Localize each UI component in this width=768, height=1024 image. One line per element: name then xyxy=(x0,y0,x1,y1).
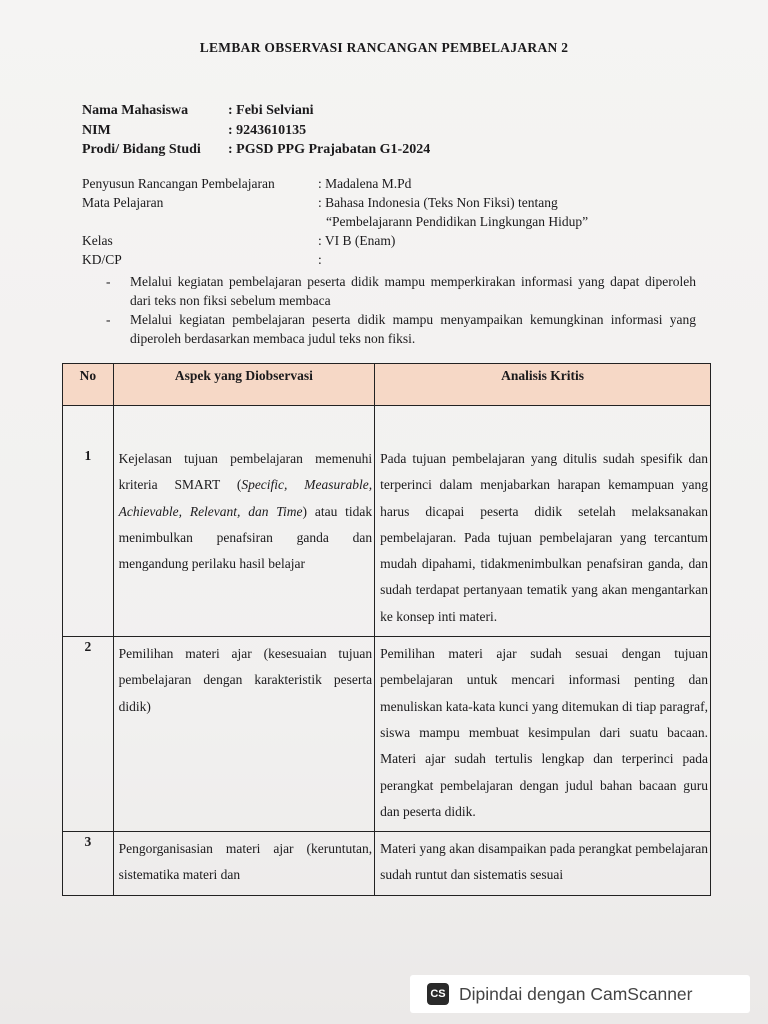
meta-value-line2: “Pembelajarann Pendidikan Lingkungan Hidup” xyxy=(326,214,589,229)
aspect-cell xyxy=(113,832,374,896)
observation-table xyxy=(62,363,711,896)
row-number: 1 xyxy=(63,406,114,637)
kd-item xyxy=(106,310,696,348)
analysis-cell xyxy=(375,637,711,832)
identity-value: : Febi Selviani xyxy=(228,103,314,118)
table-header-row xyxy=(63,364,711,406)
identity-row-prodi xyxy=(82,142,430,162)
aspect-text-pre: Kejelasan tujuan pembelajaran memenuhi kriteria SMART ( xyxy=(118,451,373,493)
header-analysis: Analisis Kritis xyxy=(375,364,711,406)
meta-row-kdcp xyxy=(82,250,698,269)
header-aspect: Aspek yang Diobservasi xyxy=(113,364,374,406)
document-title: LEMBAR OBSERVASI RANCANGAN PEMBELAJARAN 2 xyxy=(199,40,569,55)
aspect-text-post: ) atau tidak menimbulkan penafsiran ganda dan mengandung perilaku hasil belajar xyxy=(118,503,373,572)
kd-item xyxy=(106,272,696,310)
identity-row-name xyxy=(82,103,430,123)
table-row xyxy=(63,832,711,896)
header-no: No xyxy=(63,364,114,406)
analysis-text: Pemilihan materi ajar sudah sesuai dengan tujuan pembelajaran untuk mencari informasi penting dan menuliskan kata-kata kunci yang ditemukan di tiap paragraf, siswa mampu membuat kesimpulan dari suatu bacaan. Materi ajar sudah tertulis lengkap dan terperinci pada perangkat pembelajaran dengan judul bahan bacaan guru dan peserta didik. xyxy=(380,646,708,819)
camscanner-watermark xyxy=(410,975,750,1013)
meta-value: : VI B (Enam) xyxy=(318,233,396,248)
meta-row-author xyxy=(82,174,698,193)
camscanner-text: Dipindai dengan CamScanner xyxy=(459,983,693,1004)
identity-label: Nama Mahasiswa xyxy=(82,103,189,118)
lesson-meta xyxy=(82,174,698,269)
aspect-cell xyxy=(113,637,374,832)
identity-label: NIM xyxy=(82,122,111,138)
meta-label: KD/CP xyxy=(82,252,122,267)
meta-value: : xyxy=(318,252,322,267)
bullet-dash: - xyxy=(106,312,111,327)
row-number: 2 xyxy=(63,637,114,832)
aspect-text: Pemilihan materi ajar (kesesuaian tujuan pembelajaran dengan karakteristik peserta didik) xyxy=(118,646,373,714)
identity-row-nim xyxy=(82,123,430,143)
kd-list xyxy=(106,272,696,348)
table-row xyxy=(63,406,711,637)
meta-row-subject xyxy=(82,193,698,231)
meta-label: Kelas xyxy=(82,233,113,248)
analysis-cell xyxy=(375,406,711,637)
meta-value: : Madalena M.Pd xyxy=(318,176,412,191)
meta-value xyxy=(318,193,698,231)
meta-label: Mata Pelajaran xyxy=(82,195,164,210)
analysis-cell xyxy=(375,832,711,896)
meta-label: Penyusun Rancangan Pembelajaran xyxy=(82,176,275,191)
camscanner-logo-icon: CS xyxy=(427,983,449,1005)
meta-row-class xyxy=(82,231,698,250)
row-number: 3 xyxy=(63,832,114,896)
aspect-text xyxy=(114,406,374,583)
aspect-text: Pengorganisasian materi ajar (keruntutan, sistematika materi dan xyxy=(118,841,373,883)
aspect-text-italic: Specific, Measurable, Achievable, Relevant, dan Time xyxy=(118,477,373,519)
identity-value: : 9243610135 xyxy=(228,122,307,138)
student-identity xyxy=(82,103,430,162)
identity-value: : PGSD PPG Prajabatan G1-2024 xyxy=(228,142,431,157)
analysis-text: Materi yang akan disampaikan pada perangkat pembelajaran sudah runtut dan sistematis sesuai xyxy=(380,841,708,883)
identity-label: Prodi/ Bidang Studi xyxy=(82,142,201,157)
bullet-dash: - xyxy=(106,274,111,289)
analysis-text: Pada tujuan pembelajaran yang ditulis sudah spesifik dan terperinci dalam menjabarkan harapan kemampuan yang harus dicapai peserta didik setelah melaksanakan pembelajaran. Pada tujuan pembelajaran yang tercantum mudah dipahami, tidakmenimbulkan penafsiran ganda, dan sudah terdapat pertanyaan tematik yang akan mengantarkan ke konsep inti materi. xyxy=(380,451,708,624)
aspect-cell xyxy=(113,406,374,637)
kd-text: Melalui kegiatan pembelajaran peserta didik mampu memperkirakan informasi yang dapat diperoleh dari teks non fiksi sebelum membaca xyxy=(130,274,696,308)
kd-text: Melalui kegiatan pembelajaran peserta didik mampu menyampaikan kemungkinan informasi yang diperoleh berdasarkan membaca judul teks non fiksi. xyxy=(130,312,696,346)
table-row xyxy=(63,637,711,832)
meta-value-line1: : Bahasa Indonesia (Teks Non Fiksi) tentang xyxy=(318,195,558,210)
